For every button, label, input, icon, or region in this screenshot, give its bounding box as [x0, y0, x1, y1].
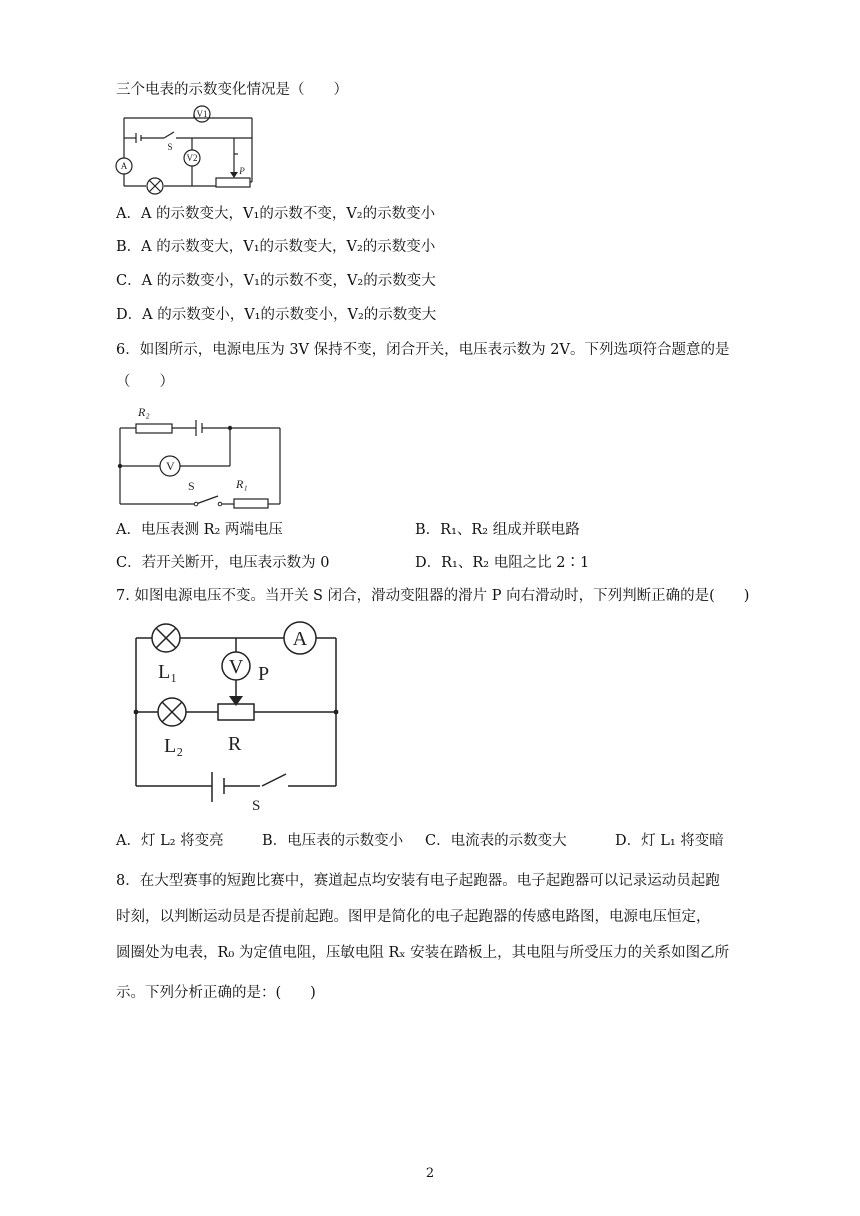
q6-option-c: C．若开关断开，电压表示数为 0 — [116, 555, 330, 571]
q8-line-1: 8．在大型赛事的短跑比赛中，赛道起点均安装有电子起跑器。电子起跑器可以记录运动员起跑 — [116, 873, 720, 889]
q6-stem: 6．如图所示，电源电压为 3V 保持不变，闭合开关，电压表示数为 2V。下列选项符合题意的是 — [116, 342, 730, 358]
q6-option-a: A．电压表测 R₂ 两端电压 — [116, 522, 283, 538]
q6-meter-v-label: V — [166, 459, 175, 473]
q7-stem: 7. 如图电源电压不变。当开关 S 闭合，滑动变阻器的滑片 P 向右滑动时，下列判断正确的是( ) — [116, 588, 750, 604]
q6-option-b: B．R₁、R₂ 组成并联电路 — [415, 522, 580, 538]
q7-switch-label: S — [252, 798, 261, 814]
q5-stem: 三个电表的示数变化情况是（ ） — [116, 82, 348, 98]
q6-option-d: D．R₁、R₂ 电阻之比 2∶1 — [415, 555, 590, 571]
q5-meter-v2-label: V2 — [186, 153, 198, 163]
q7-circuit-figure — [128, 618, 344, 814]
q8-line-2: 时刻，以判断运动员是否提前起跑。图甲是简化的电子起跑器的传感电路图，电源电压恒定， — [116, 909, 711, 925]
q7-meter-a-label: A — [292, 628, 308, 650]
page-number: 2 — [425, 1166, 435, 1181]
q7-option-b: B．电压表的示数变小 — [262, 833, 404, 849]
q7-l2-label: L₂ — [164, 735, 184, 757]
q7-resistor-label: R — [228, 733, 242, 755]
q7-slider-label: P — [258, 663, 270, 685]
q5-meter-v1-label: V1 — [196, 109, 208, 119]
q6-circuit-figure — [112, 400, 288, 512]
q5-option-a: A．A 的示数变大，V₁的示数不变，V₂的示数变小 — [116, 206, 436, 222]
q5-circuit-figure — [112, 102, 262, 198]
q5-switch-label: S — [167, 142, 173, 152]
q5-option-c: C．A 的示数变小，V₁的示数不变，V₂的示数变大 — [116, 273, 436, 289]
q6-r2-label: R₂ — [138, 405, 150, 419]
q5-meter-a-label: A — [120, 161, 128, 171]
q5-option-b: B．A 的示数变大，V₁的示数变大，V₂的示数变小 — [116, 239, 436, 255]
q6-switch-label: S — [188, 479, 195, 493]
q6-r1-label: R₁ — [236, 477, 248, 491]
q7-option-d: D．灯 L₁ 将变暗 — [615, 833, 724, 849]
q7-option-c: C．电流表的示数变大 — [425, 833, 567, 849]
q7-l1-label: L₁ — [158, 661, 178, 683]
q6-paren: （ ） — [116, 374, 174, 390]
q8-line-3: 圆圈处为电表，R₀ 为定值电阻，压敏电阻 Rₓ 安装在踏板上，其电阻与所受压力的关系如图乙所 — [116, 945, 730, 961]
q7-option-a: A．灯 L₂ 将变亮 — [116, 833, 224, 849]
q8-line-4: 示。下列分析正确的是：( ) — [116, 985, 316, 1001]
q7-meter-v-label: V — [228, 656, 244, 678]
q5-option-d: D．A 的示数变小，V₁的示数变小，V₂的示数变大 — [116, 307, 437, 323]
q5-slider-label: P — [239, 166, 245, 176]
